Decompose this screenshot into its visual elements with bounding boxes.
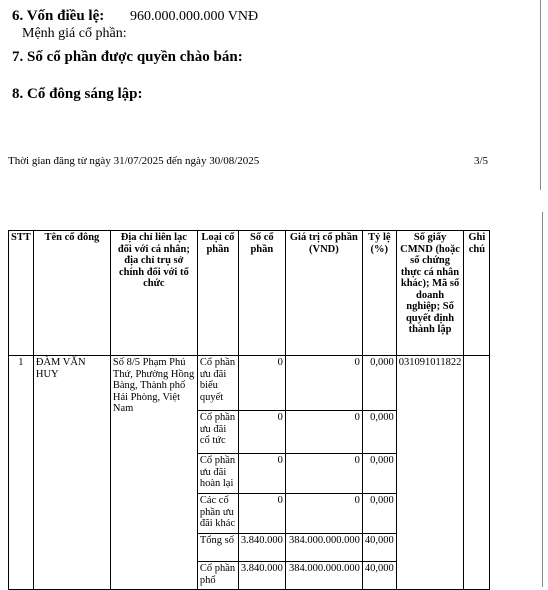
col-ratio: Tỷ lệ (%) bbox=[362, 231, 396, 356]
section-7-title: 7. Số cổ phần được quyền chào bán: bbox=[12, 49, 243, 65]
posting-period: Thời gian đăng từ ngày 31/07/2025 đến ngày 30/08/2025 bbox=[8, 155, 260, 167]
share-value: 0 bbox=[285, 494, 362, 534]
shareholder-note bbox=[464, 356, 490, 590]
share-value: 0 bbox=[285, 454, 362, 494]
share-qty: 3.840.000 bbox=[238, 562, 285, 590]
page-number: 3/5 bbox=[474, 155, 489, 167]
section-6-title: 6. Vốn điều lệ: bbox=[12, 8, 105, 24]
page-edge bbox=[540, 0, 541, 190]
share-qty: 0 bbox=[238, 411, 285, 454]
share-ratio: 0,000 bbox=[362, 411, 396, 454]
share-type: Cổ phần phổ bbox=[197, 562, 238, 590]
section-8-title: 8. Cổ đông sáng lập: bbox=[12, 86, 143, 102]
share-ratio: 40,000 bbox=[362, 534, 396, 562]
shareholder-name: ĐÀM VĂN HUY bbox=[33, 356, 110, 590]
page-top bbox=[0, 0, 540, 190]
shareholder-id: 031091011822 bbox=[396, 356, 464, 590]
share-ratio: 0,000 bbox=[362, 356, 396, 411]
shareholder-address: Số 8/5 Phạm Phú Thứ, Phường Hồng Bàng, Thành phố Hải Phòng, Việt Nam bbox=[110, 356, 197, 590]
col-id: Số giấy CMND (hoặc số chứng thực cá nhân khác); Mã số doanh nghiệp; Số quyết định thành lập bbox=[396, 231, 464, 356]
share-type: Cổ phần ưu đãi cổ tức bbox=[197, 411, 238, 454]
share-value: 0 bbox=[285, 411, 362, 454]
charter-capital-value: 960.000.000.000 VNĐ bbox=[130, 9, 259, 24]
share-ratio: 0,000 bbox=[362, 454, 396, 494]
share-type: Cổ phần ưu đãi biểu quyết bbox=[197, 356, 238, 411]
share-value: 0 bbox=[285, 356, 362, 411]
col-stt: STT bbox=[9, 231, 34, 356]
col-name: Tên cổ đông bbox=[33, 231, 110, 356]
share-qty: 0 bbox=[238, 356, 285, 411]
shareholder-stt: 1 bbox=[9, 356, 34, 590]
page-edge-2 bbox=[542, 212, 543, 587]
col-note: Ghi chú bbox=[464, 231, 490, 356]
par-value-label: Mệnh giá cổ phần: bbox=[22, 26, 127, 41]
share-value: 384.000.000.000 bbox=[285, 534, 362, 562]
share-type: Tổng số bbox=[197, 534, 238, 562]
share-ratio: 0,000 bbox=[362, 494, 396, 534]
table-row bbox=[9, 356, 490, 411]
shareholder-table bbox=[8, 230, 490, 590]
share-type: Cổ phần ưu đãi hoàn lại bbox=[197, 454, 238, 494]
share-type: Các cổ phần ưu đãi khác bbox=[197, 494, 238, 534]
share-qty: 3.840.000 bbox=[238, 534, 285, 562]
share-ratio: 40,000 bbox=[362, 562, 396, 590]
share-value: 384.000.000.000 bbox=[285, 562, 362, 590]
col-value: Giá trị cổ phần (VND) bbox=[285, 231, 362, 356]
share-qty: 0 bbox=[238, 454, 285, 494]
table-header-row bbox=[9, 231, 490, 356]
share-qty: 0 bbox=[238, 494, 285, 534]
col-qty: Số cổ phần bbox=[238, 231, 285, 356]
col-type: Loại cổ phần bbox=[197, 231, 238, 356]
col-address: Địa chỉ liên lạc đối với cá nhân; địa chỉ trụ sở chính đối với tổ chức bbox=[110, 231, 197, 356]
